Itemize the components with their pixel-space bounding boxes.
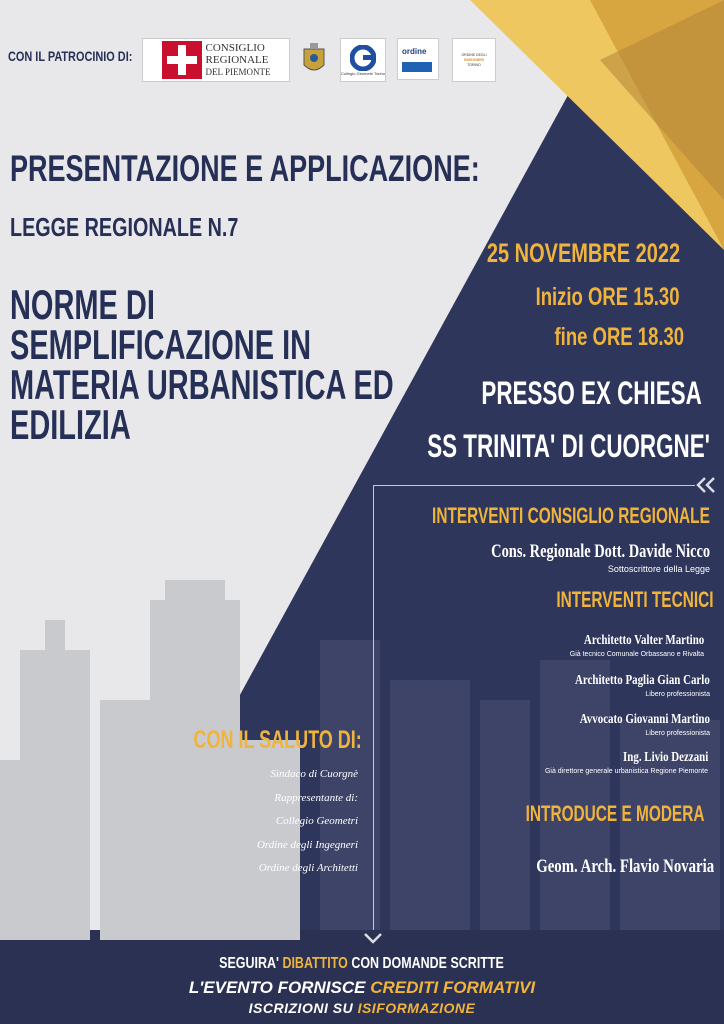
title-line2: LEGGE REGIONALE N.7 — [10, 212, 239, 242]
main-title-line: NORME DI — [10, 281, 155, 328]
saluto-item: Collegio Geometri — [275, 815, 358, 827]
ordine-architetti-logo — [397, 38, 439, 80]
event-start: Inizio ORE 15.30 — [536, 283, 680, 311]
saluto-heading: CON IL SALUTO DI: — [193, 726, 362, 754]
main-title-line: SEMPLIFICAZIONE IN — [10, 321, 312, 368]
event-date: 25 NOVEMBRE 2022 — [486, 238, 680, 268]
interventi-consiglio-heading: INTERVENTI CONSIGLIO REGIONALE — [432, 503, 710, 528]
saluto-item: Ordine degli Architetti — [258, 862, 358, 874]
saluto-item: Rappresentante di: — [274, 791, 358, 804]
speaker-role: Già tecnico Comunale Orbassano e Rivalta — [569, 651, 704, 658]
saluto-item: Sindaco di Cuorgnè — [270, 768, 358, 780]
crest-icon — [301, 41, 327, 77]
consiglio-speaker-name: Cons. Regionale Dott. Davide Nicco — [491, 541, 710, 562]
main-title-line: MATERIA URBANISTICA ED — [10, 361, 394, 408]
title-line1: PRESENTAZIONE E APPLICAZIONE: — [10, 148, 480, 189]
venue-line2: SS TRINITA' DI CUORGNE' — [427, 428, 710, 464]
logo-line: INGEGNERI — [464, 57, 484, 62]
logo-line: CONSIGLIO — [205, 42, 265, 54]
patrocinio-label: CON IL PATROCINIO DI: — [8, 48, 133, 64]
footer-line3 — [0, 1000, 724, 1016]
main-title — [10, 281, 394, 448]
collegio-geometri-logo — [340, 38, 386, 82]
moderatore-heading: INTRODUCE E MODERA — [525, 801, 704, 826]
venue-line1: PRESSO EX CHIESA — [481, 375, 702, 411]
footer-evento: L'EVENTO FORNISCE — [188, 978, 366, 997]
footer-dibattito: DIBATTITO — [282, 955, 349, 972]
footer-line2 — [0, 978, 724, 998]
cuorgne-crest-logo — [297, 38, 331, 80]
speaker-role: Libero professionista — [645, 730, 710, 737]
saluto-item: Ordine degli Ingegneri — [256, 838, 358, 851]
geometri-caption: Collegio Geometri Torino — [341, 70, 385, 76]
consiglio-regionale-logo — [142, 38, 290, 82]
flag-icon — [162, 41, 202, 79]
speaker-role: Libero professionista — [645, 691, 710, 698]
double-chevron-left-icon — [695, 475, 717, 495]
speaker-name: Architetto Valter Martino — [583, 633, 704, 648]
speaker-name: Ing. Livio Dezzani — [622, 750, 708, 765]
footer-seguira: SEGUIRA' — [219, 955, 280, 972]
consiglio-speaker-role: Sottoscrittore della Legge — [607, 564, 710, 574]
bracket-line-vertical — [373, 485, 374, 930]
bracket-line — [373, 485, 695, 486]
speaker-name: Avvocato Giovanni Martino — [579, 712, 710, 727]
speaker-role: Già direttore generale urbanistica Regione Piemonte — [544, 768, 708, 775]
moderatore-name: Geom. Arch. Flavio Novaria — [536, 856, 714, 877]
logo-line: TORINO — [467, 62, 481, 67]
ordine-ingegneri-logo — [452, 38, 496, 82]
ordine-label: ordine — [402, 46, 427, 56]
footer-domande: CON DOMANDE SCRITTE — [351, 955, 505, 972]
interventi-tecnici-heading: INTERVENTI TECNICI — [556, 587, 714, 612]
footer-crediti: CREDITI FORMATIVI — [370, 978, 536, 997]
logo-line: ORDINE DEGLI — [461, 52, 487, 57]
main-title-line: EDILIZIA — [10, 401, 131, 448]
saluto-list — [257, 763, 358, 881]
footer-iscrizioni: ISCRIZIONI SU — [248, 1000, 354, 1016]
logo-line: DEL PIEMONTE — [205, 67, 271, 77]
logo-line: REGIONALE — [205, 54, 269, 66]
footer-line1 — [0, 955, 724, 973]
geometri-g-icon — [350, 45, 376, 71]
chevron-down-icon — [362, 930, 384, 946]
speaker-name: Architetto Paglia Gian Carlo — [575, 673, 710, 688]
city-skyline-image — [0, 580, 300, 940]
event-end: fine ORE 18.30 — [554, 323, 684, 351]
footer-isiformazione: ISIFORMAZIONE — [357, 1000, 476, 1016]
